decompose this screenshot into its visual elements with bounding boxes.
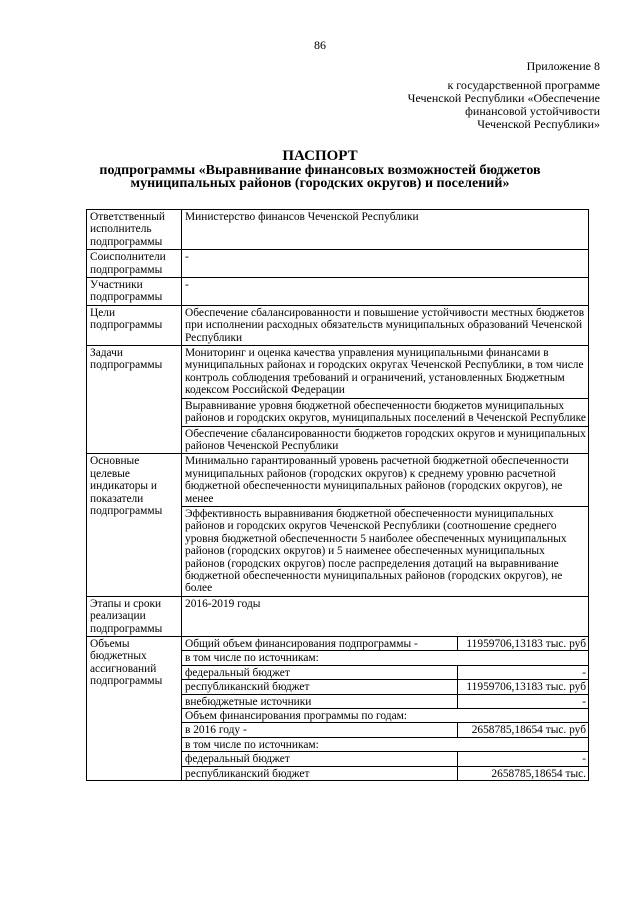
table-row	[87, 346, 589, 454]
task-item: Обеспечение сбалансированности бюджетов городских округов и муниципальных районов Чеченской Республики	[185, 427, 586, 452]
row-label-participants: Участники подпрограммы	[87, 278, 182, 306]
financing-text: Объем финансирования программы по годам:	[182, 709, 458, 723]
row-label-financing: Объемы бюджетных ассигнований подпрограммы	[87, 637, 182, 781]
row-value-goals: Обеспечение сбалансированности и повышение устойчивости местных бюджетов при исполнении расходных обязательств муниципальных образований Чеченской Республики	[182, 305, 589, 345]
financing-value: 2658785,18654 тыс. руб	[458, 723, 589, 737]
table-row	[87, 278, 589, 306]
financing-row	[182, 680, 588, 694]
financing-row	[182, 651, 588, 665]
financing-value: -	[458, 665, 589, 679]
table-row	[87, 596, 589, 636]
table-row	[87, 454, 589, 596]
row-value-participants: -	[182, 278, 589, 306]
appendix-line: финансовой устойчивости	[465, 104, 600, 118]
indicator-item: Минимально гарантированный уровень расчетной бюджетной обеспеченности муниципальных районов (городских округов) к среднему уровню расчетной бюджетной обеспеченности муниципальных районов (городских округов), не менее	[182, 454, 588, 507]
financing-text: в 2016 году -	[182, 723, 458, 737]
financing-text: федеральный бюджет	[182, 665, 458, 679]
financing-value	[458, 651, 589, 665]
financing-value: 11959706,13183 тыс. руб	[458, 680, 589, 694]
financing-row	[182, 637, 588, 651]
row-value-stages: 2016-2019 годы	[182, 596, 589, 636]
financing-value	[458, 709, 589, 723]
row-value-tasks	[182, 346, 589, 454]
financing-text: республиканский бюджет	[185, 767, 310, 780]
financing-table	[182, 637, 588, 780]
row-value-responsible: Министерство финансов Чеченской Республики	[182, 210, 589, 250]
row-label-stages: Этапы и сроки реализации подпрограммы	[87, 596, 182, 636]
appendix-line: к государственной программе	[447, 78, 600, 92]
financing-row	[182, 766, 588, 780]
row-label-indicators: Основные целевые индикаторы и показатели подпрограммы	[87, 454, 182, 596]
financing-text: федеральный бюджет	[182, 752, 458, 766]
financing-text: республиканский бюджет	[182, 680, 458, 694]
row-label-tasks: Задачи подпрограммы	[87, 346, 182, 454]
row-label-responsible: Ответственный исполнитель подпрограммы	[87, 210, 182, 250]
document-title	[0, 150, 640, 190]
financing-row	[182, 665, 588, 679]
financing-text: в том числе по источникам:	[182, 651, 458, 665]
table-row	[87, 637, 589, 781]
financing-value	[458, 737, 589, 751]
table-row	[87, 250, 589, 278]
financing-row	[182, 723, 588, 737]
task-item: Выравнивание уровня бюджетной обеспеченности бюджетов муниципальных районов и городских округов, муниципальных поселений в Чеченской Республике	[182, 399, 588, 427]
appendix-note	[408, 60, 600, 131]
passport-table	[86, 209, 589, 781]
row-label-co-executors: Соисполнители подпрограммы	[87, 250, 182, 278]
page-number: 86	[314, 38, 326, 52]
row-label-goals: Цели подпрограммы	[87, 305, 182, 345]
title-subprogram-line-1: подпрограммы «Выравнивание финансовых возможностей бюджетов	[99, 163, 541, 178]
financing-value: -	[458, 752, 589, 766]
row-value-co-executors: -	[182, 250, 589, 278]
financing-text: в том числе по источникам:	[182, 737, 458, 751]
financing-row	[182, 737, 588, 751]
row-value-indicators	[182, 454, 589, 596]
appendix-line: Чеченской Республики»	[477, 117, 600, 131]
title-passport: ПАСПОРТ	[282, 148, 358, 164]
financing-row	[182, 752, 588, 766]
appendix-title: Приложение 8	[526, 59, 600, 73]
financing-value: 11959706,13183 тыс. руб	[458, 637, 589, 651]
table-row	[87, 210, 589, 250]
financing-text: Общий объем финансирования подпрограммы -	[182, 637, 458, 651]
task-item: Мониторинг и оценка качества управления муниципальными финансами в муниципальных районах и городских округах Чеченской Республики, в том числе контроль соблюдения требований и ограничений, установленных Бюджетным кодексом Российской Федерации	[182, 346, 588, 399]
title-subprogram-line-2: муниципальных районов (городских округов) и поселений»	[130, 176, 510, 191]
financing-row	[182, 709, 588, 723]
row-value-financing	[182, 637, 589, 781]
financing-value: -	[458, 694, 589, 708]
indicator-item: Эффективность выравнивания бюджетной обеспеченности муниципальных районов и городских округов Чеченской Республики (соотношение среднего уровня бюджетной обеспеченности 5 наиболее обеспеченных муниципальных районов (городских округов) и 5 наименее обеспеченных муниципальных районов (городских округов) после распределения дотаций на выравнивание бюджетной обеспеченности муниципальных районов (городских округов), не более	[185, 507, 567, 595]
financing-text: внебюджетные источники	[182, 694, 458, 708]
appendix-line: Чеченской Республики «Обеспечение	[407, 91, 600, 105]
table-row	[87, 305, 589, 345]
financing-row	[182, 694, 588, 708]
financing-value: 2658785,18654 тыс.	[458, 766, 589, 780]
